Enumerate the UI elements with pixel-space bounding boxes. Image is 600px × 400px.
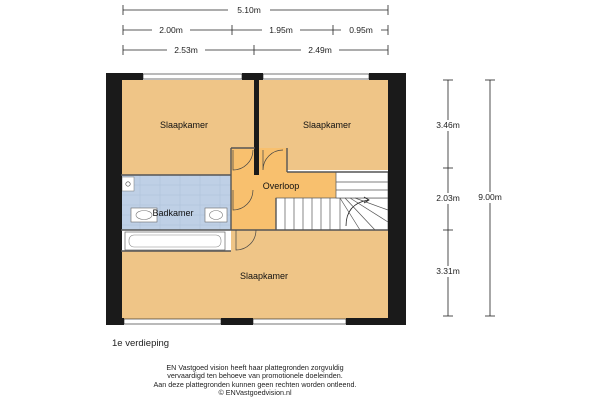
dim-top-total: 5.10m [237,5,261,15]
disclaimer-line-3: Aan deze plattegronden kunnen geen rechten worden ontleend. [153,379,357,389]
disclaimer [100,364,410,398]
label-bedroom-bottom: Slaapkamer [239,271,289,281]
label-bedroom-top-left: Slaapkamer [159,120,209,130]
dim-top-row2-a: 2.00m [159,25,183,35]
bathtub [125,232,225,250]
dim-top-row3-a: 2.53m [174,45,198,55]
shower-icon [122,177,134,191]
dim-right-2: 2.03m [436,193,460,203]
label-bathroom: Badkamer [152,208,194,218]
bathroom-sink-2 [205,208,227,222]
dim-right-total: 9.00m [478,192,502,202]
room-bedroom-bottom [121,251,388,324]
disclaimer-line-2: vervaardigd ten behoeve van promotionele doeleinden. [167,371,343,381]
disclaimer-line-1: EN Vastgoed vision heeft haar plattegronden zorgvuldig [166,363,344,372]
dim-right-3: 3.31m [436,266,460,276]
disclaimer-line-4: © ENVastgoedvision.nl [218,388,292,398]
dim-top-row3-b: 2.49m [308,45,332,55]
floor-label: 1e verdieping [112,338,170,349]
dim-top-row2-b: 1.95m [269,25,293,35]
dim-right-1: 3.46m [436,120,460,130]
label-landing: Overloop [262,181,300,191]
dim-top-row2-c: 0.95m [349,25,373,35]
label-bedroom-top-right: Slaapkamer [302,120,352,130]
